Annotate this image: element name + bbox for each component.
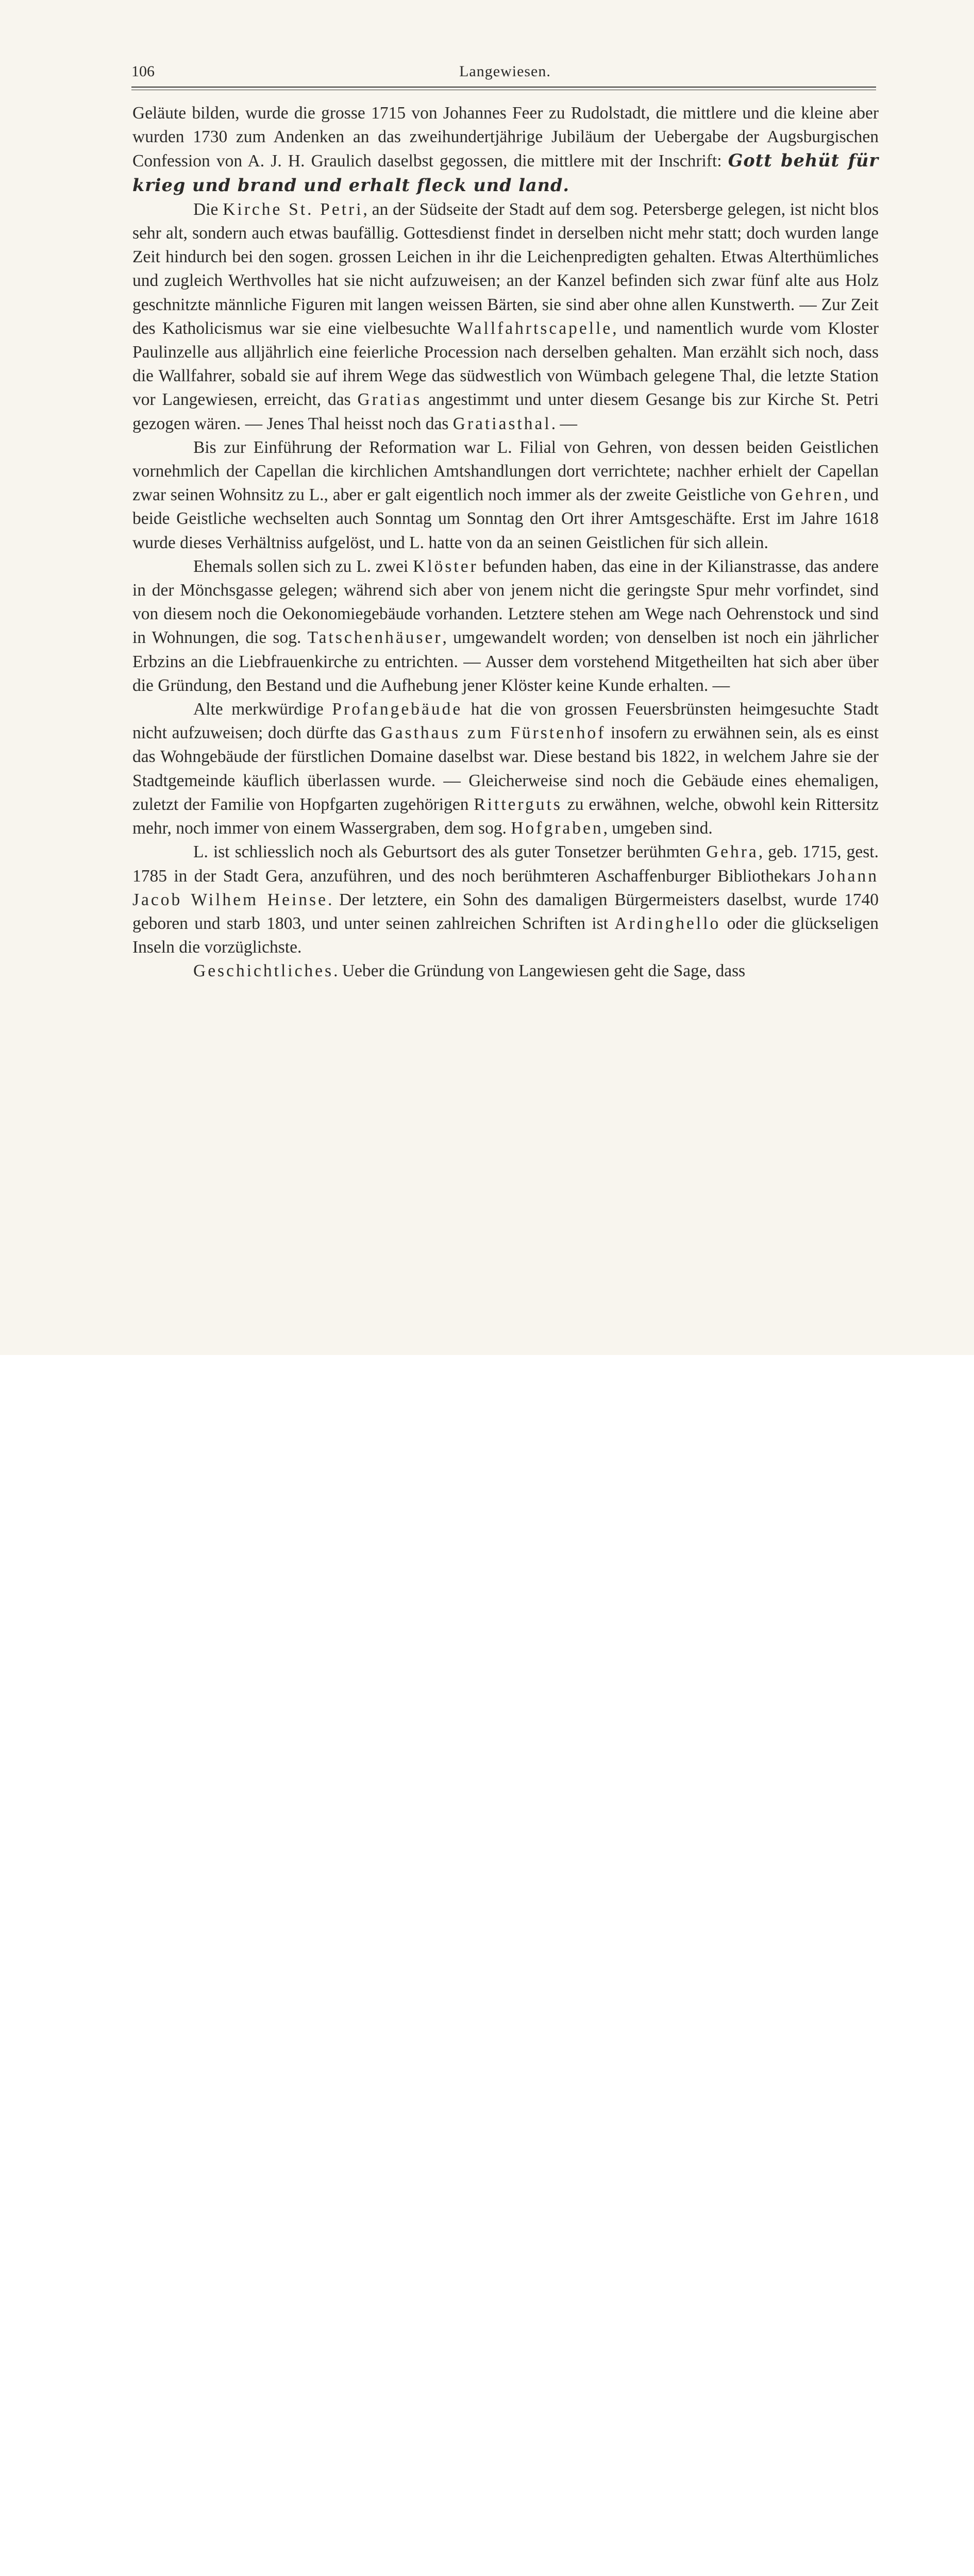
- text-run: Geläute bilden, wurde die grosse 1715 von Johannes Feer zu Rudolstadt, die mittlere und die kleine aber wurden 1730 zum Andenken an das zweihundertjährige Jubiläum der Uebergabe der Augsburgischen Confession von A. J. H. Graulich daselbst gegossen, die mittlere mit der Inschrift:: [132, 104, 879, 171]
- text-run: , umgeben sind.: [603, 819, 713, 838]
- paragraph: [132, 840, 879, 959]
- spaced-emphasis: Ritterguts: [474, 794, 562, 814]
- spaced-emphasis: Klöster: [413, 556, 478, 576]
- text-run: , umgewandelt worden; von denselben ist noch ein jährlicher Erbzins an die Liebfrauenkirche zu entrichten. — Ausser dem vorstehend Mitgetheilten hat sich aber über die Gründung, den Bestand und die Aufhebung jener Klöster keine Kunde erhalten. —: [132, 628, 879, 695]
- paragraph: [132, 436, 879, 555]
- text-run: angestimmt und unter diesem Gesange bis zur Kirche St. Petri gezogen wären. — Jenes Thal heisst noch das: [132, 390, 879, 433]
- spaced-emphasis: Hofgraben: [511, 819, 603, 838]
- paragraph: [132, 698, 879, 840]
- paragraph: [132, 555, 879, 698]
- spaced-emphasis: Gasthaus zum Fürstenhof: [380, 723, 606, 743]
- text-run: Die: [193, 199, 223, 219]
- text-run: , an der Südseite der Stadt auf dem sog. Petersberge gelegen, ist nicht blos sehr alt, sondern auch etwas baufällig. Gottesdienst findet in derselben nicht mehr statt; doch wurden lange Zeit hindurch bei den sogen. grossen Leichen in ihr die Leichenpredigten gehalten. Etwas Alterthümliches und zugleich Werthvolles hat sie nicht aufzuweisen; an der Kanzel befinden sich zwar fünf alte aus Holz geschnitzte männliche Figuren mit langen weissen Bärten, sie sind aber ohne allen Kunstwerth. — Zur Zeit des Katholicismus war sie eine vielbesuchte: [132, 199, 879, 338]
- spaced-emphasis: Gehra: [706, 842, 759, 862]
- paragraph: [132, 959, 879, 983]
- spaced-emphasis: Profangebäude: [332, 700, 463, 719]
- paragraph: [132, 198, 879, 436]
- header-rule-thick: [131, 87, 876, 88]
- text-run: , und namentlich wurde vom Kloster Paulinzelle aus alljährlich eine feierliche Procession nach derselben gehalten. Man erzählt sich noch, dass die Wallfahrer, sobald sie auf ihrem Wege das südwestlich von Wümbach gelegene Thal, die letzte Station vor Langewiesen, erreicht, das: [132, 318, 879, 410]
- text-run: , geb. 1715, gest. 1785 in der Stadt Gera, anzuführen, und des noch berühmteren Aschaffenburger Bibliothekars: [132, 842, 879, 886]
- footer-bar: [0, 1355, 974, 1434]
- text-run: . —: [551, 414, 577, 433]
- text-run: Alte merkwürdige: [193, 700, 332, 719]
- body-text: [132, 101, 879, 984]
- paragraph: [132, 101, 879, 198]
- spaced-emphasis: Wallfahrtscapelle: [457, 318, 613, 338]
- text-run: zu erwähnen, welche, obwohl kein Rittersitz mehr, noch immer von einem Wassergraben, dem sog.: [132, 794, 879, 838]
- text-run: Bis zur Einführung der Reformation war L. Filial von Gehren, von dessen beiden Geistlichen vornehmlich der Capellan die kirchlichen Amtshandlungen dort verrichtete; nachher erhielt der Capellan zwar seinen Wohnsitz zu L., aber er galt eigentlich noch immer als der zweite Geistliche von: [132, 437, 879, 505]
- spaced-emphasis: Johann Jacob Wilhem Heinse: [132, 866, 879, 909]
- spaced-emphasis: Gratias: [357, 390, 422, 410]
- page-header: [131, 63, 879, 83]
- spaced-emphasis: Geschichtliches: [193, 961, 334, 981]
- text-run: hat die von grossen Feuersbrünsten heimgesuchte Stadt nicht aufzuweisen; doch dürfte das: [132, 700, 879, 743]
- text-run: , und beide Geistliche wechselten auch Sonntag um Sonntag den Ort ihrer Amtsgeschäfte. Erst im Jahre 1618 wurde dieses Verhältniss aufgelöst, und L. hatte von da an seinen Geistlichen für sich allein.: [132, 485, 879, 552]
- spaced-emphasis: Ardinghello: [614, 913, 721, 933]
- text-run: oder die glückseligen Inseln die vorzüglichste.: [132, 913, 879, 957]
- text-run: befunden haben, das eine in der Kilianstrasse, das andere in der Mönchsgasse gelegen; während sich aber von jenem nicht die geringste Spur mehr vorfindet, sind von diesem noch die Oekonomiegebäude vorhanden. Letztere stehen am Wege nach Oehrenstock und sind in Wohnungen, die sog.: [132, 556, 879, 648]
- text-run: . Ueber die Gründung von Langewiesen geht die Sage, dass: [333, 961, 746, 981]
- spaced-emphasis: Tatschenhäuser: [307, 628, 443, 648]
- text-run: insofern zu erwähnen sein, als es einst das Wohngebäude der fürstlichen Domaine daselbst war. Diese bestand bis 1822, in welchem Jahre sie der Stadtgemeinde käuflich überlassen wurde. — Gleicherweise sind noch die Gebäude eines ehemaligen, zuletzt der Familie von Hopfgarten zugehörigen: [132, 723, 879, 814]
- spaced-emphasis: Gehren: [780, 485, 844, 505]
- text-run: . Der letztere, ein Sohn des damaligen Bürgermeisters daselbst, wurde 1740 geboren und starb 1803, und unter seinen zahlreichen Schriften ist: [132, 890, 879, 933]
- text-run: Ehemals sollen sich zu L. zwei: [193, 556, 413, 576]
- fraktur-inscription: Gott behüt für krieg und brand und erhalt fleck und land.: [132, 150, 879, 195]
- running-title: Langewiesen.: [459, 63, 551, 80]
- spaced-emphasis: Gratiasthal: [452, 414, 551, 433]
- page-number: 106: [131, 63, 155, 80]
- text-run: L. ist schliesslich noch als Geburtsort des als guter Tonsetzer berühmten: [193, 842, 706, 862]
- spaced-emphasis: Kirche St. Petri: [223, 199, 363, 219]
